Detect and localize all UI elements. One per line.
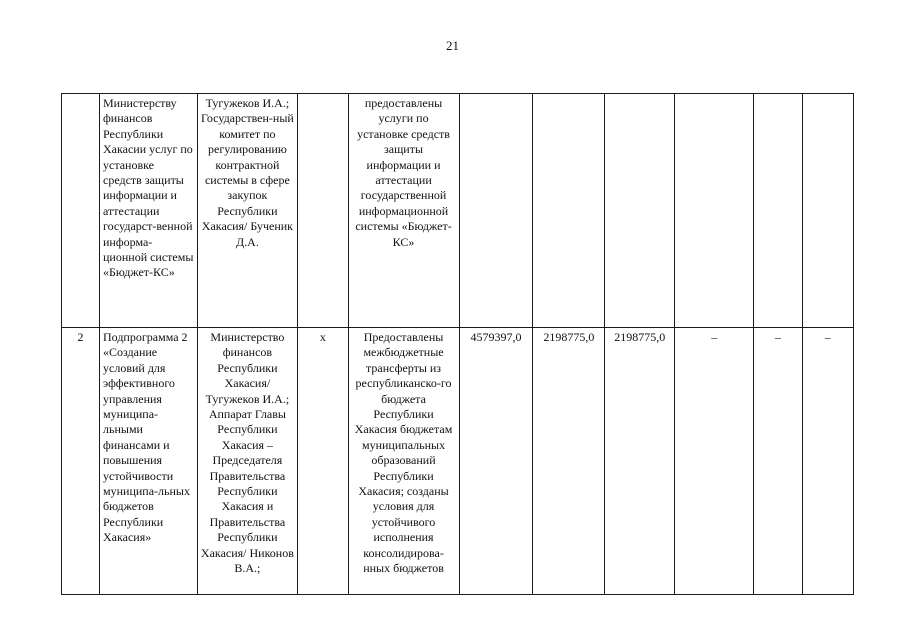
cell-value-2: 2198775,0: [533, 328, 605, 595]
cell-value-6: –: [802, 328, 853, 595]
cell-value-3: [605, 94, 675, 328]
cell-result: предоставлены услуги по установке средств защиты информации и аттестации государственной информационной системы «Бюджет-КС»: [348, 94, 459, 328]
page-number: 21: [446, 38, 459, 53]
cell-value-4: [675, 94, 754, 328]
cell-value-5: –: [754, 328, 802, 595]
table-row: [62, 328, 854, 595]
cell-value-5: [754, 94, 802, 328]
cell-mark: [298, 94, 348, 328]
program-table: [61, 93, 854, 595]
cell-responsible: Тугужеков И.А.; Государствен-ный комитет по регулированию контрактной системы в сфере закупок Республики Хакасия/ Бученик Д.А.: [197, 94, 298, 328]
cell-value-1: [459, 94, 533, 328]
cell-mark: х: [298, 328, 348, 595]
cell-result: Предоставлены межбюджетные трансферты из республиканско-го бюджета Республики Хакасия бюджетам муниципальных образований Республики Хакасия; созданы условия для устойчивого исполнения консолидирова-нных бюджетов: [348, 328, 459, 595]
cell-index: [62, 94, 100, 328]
table-row: [62, 94, 854, 328]
cell-value-4: –: [675, 328, 754, 595]
cell-value-2: [533, 94, 605, 328]
cell-name: Подпрограмма 2 «Создание условий для эффективного управления муниципа-льными финансами и повышения устойчивости муниципа-льных бюджетов Республики Хакасия»: [100, 328, 198, 595]
cell-responsible: Министерство финансов Республики Хакасия/ Тугужеков И.А.; Аппарат Главы Республики Хакасия – Председателя Правительства Республики Хакасия и Правительства Республики Хакасия/ Никонов В.А.;: [197, 328, 298, 595]
cell-value-3: 2198775,0: [605, 328, 675, 595]
cell-index: 2: [62, 328, 100, 595]
cell-value-1: 4579397,0: [459, 328, 533, 595]
cell-value-6: [802, 94, 853, 328]
cell-name: Министерству финансов Республики Хакасии услуг по установке средств защиты информации и аттестации государст-венной информа-ционной системы «Бюджет-КС»: [100, 94, 198, 328]
